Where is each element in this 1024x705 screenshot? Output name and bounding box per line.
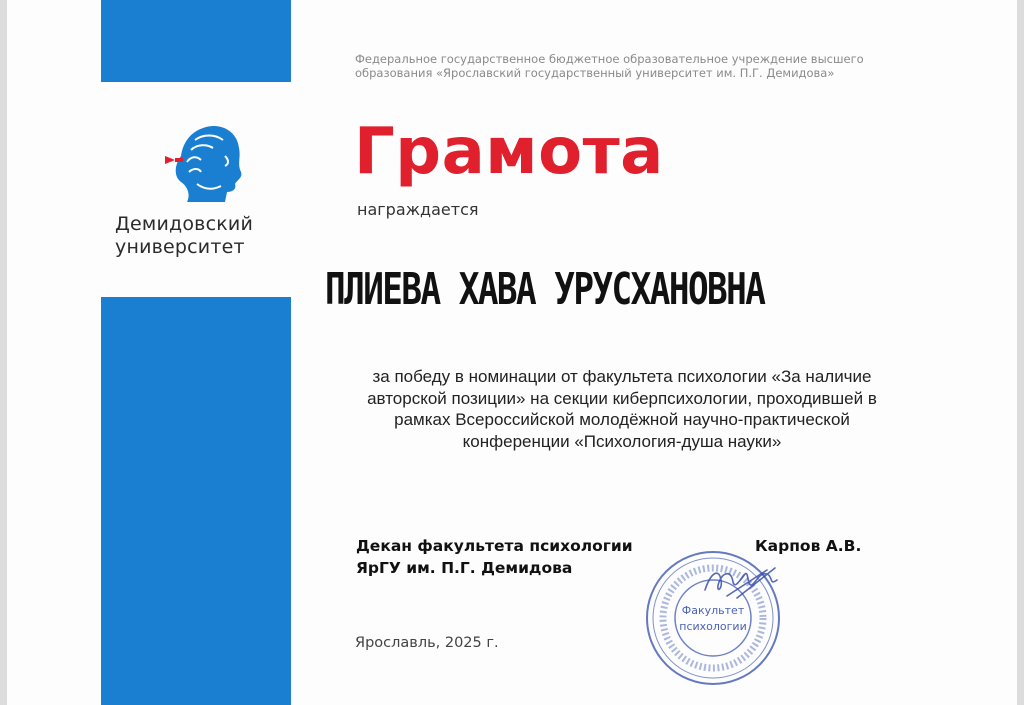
- university-name-line2: университет: [115, 236, 245, 258]
- signer-name: Карпов А.В.: [755, 537, 862, 555]
- blue-band-bottom: [101, 297, 291, 705]
- award-reason-line: за победу в номинации от факультета психологии «За наличие: [372, 367, 872, 386]
- university-name: [115, 213, 277, 259]
- handwritten-signature: [697, 560, 787, 605]
- signer-title-line2: ЯрГУ им. П.Г. Демидова: [356, 559, 573, 577]
- certificate-subtitle: награждается: [357, 200, 479, 219]
- university-name-line1: Демидовский: [115, 213, 253, 235]
- stamp-center-line2: психологии: [679, 620, 747, 633]
- institution-line2: образования «Ярославский государственный университет им. П.Г. Демидова»: [355, 66, 835, 80]
- certificate-sheet: [7, 0, 1017, 705]
- institution-header: [355, 52, 955, 80]
- award-reason-line: авторской позиции» на секции киберпсихологии, проходившей в: [367, 388, 877, 408]
- place-and-date: Ярославль, 2025 г.: [355, 635, 499, 651]
- institution-line1: Федеральное государственное бюджетное образовательное учреждение высшего: [355, 52, 864, 66]
- demidov-portrait-logo-icon: [151, 120, 261, 210]
- award-reason-line: конференции «Психология-душа науки»: [462, 431, 782, 451]
- signer-title-line1: Декан факультета психологии: [356, 537, 633, 555]
- award-reason-line: рамках Всероссийской молодёжной научно-практической: [394, 410, 850, 429]
- blue-band-top: [101, 0, 291, 82]
- recipient-name: ПЛИЕВА ХАВА УРУСХАНОВНА: [325, 264, 765, 315]
- certificate-title: Грамота: [354, 115, 664, 189]
- stamp-center-line1: Факультет: [681, 604, 745, 617]
- signer-title: [356, 535, 633, 579]
- award-reason: [327, 366, 917, 452]
